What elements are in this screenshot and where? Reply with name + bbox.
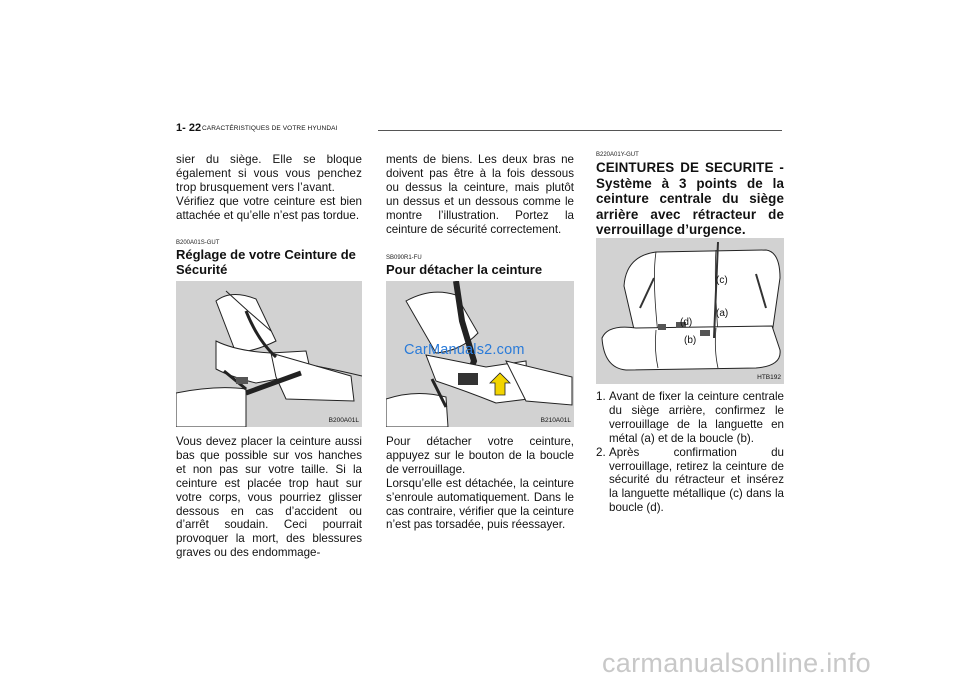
- step-number: 2.: [596, 445, 606, 459]
- fig1-label: B200A01L: [328, 417, 359, 424]
- callout-b: (b): [684, 335, 697, 346]
- col2-body1: Pour détacher votre ceinture, appuyez sur le bouton de la boucle de verrouillage.: [386, 435, 574, 476]
- footer-watermark: carmanualsonline.info: [602, 648, 871, 678]
- col3-heading: CEINTURES DE SECURITE - Système à 3 points de la ceinture centrale du siège arrière avec rétracteur de verrouillage d’urgence.: [596, 160, 784, 238]
- header-rule: [378, 130, 782, 131]
- col1-body: Vous devez placer la ceinture aussi bas que possible sur vos hanches et non pas sur votre taille. Si la ceinture est placée trop haut sur votre corps, vous pourriez glisser dessous en cas d’accident ou d’arrêt soudain. Ceci pourrait provoquer la mort, des blessures graves ou des endommage-: [176, 435, 362, 560]
- page-number: 1- 22: [176, 122, 202, 134]
- lap-belt-figure: [176, 281, 362, 427]
- callout-c: (c): [716, 275, 728, 286]
- col1-section-code: B200A01S-GUT: [176, 240, 220, 246]
- col2-para1: ments de biens. Les deux bras ne doivent pas être à la fois dessous ou dessus la ceinture, mais plutôt un dessus et un dessous comme le montre l’illustration. Portez la ceinture de sécurité correctement.: [386, 153, 574, 236]
- step-text: Avant de fixer la ceinture centrale du siège arrière, confirmez le verrouillage de la languette en métal (a) et de la boucle (b).: [609, 390, 784, 445]
- fig3-label: HTB192: [757, 374, 781, 381]
- col2-body2: Lorsqu’elle est détachée, la ceinture s’enroule automatiquement. Dans le cas contraire, vérifier que la ceinture n’est pas torsadée, puis réessayer.: [386, 476, 574, 532]
- col1-para2: Vérifiez que votre ceinture est bien attachée et qu’elle n’est pas tordue.: [176, 194, 362, 222]
- col1-para1: sier du siège. Elle se bloque également si vous vous penchez trop brusquement vers l’avant.: [176, 153, 362, 194]
- rear-seat-figure: [596, 238, 784, 384]
- col1-intro: [176, 153, 362, 223]
- list-item: [596, 390, 784, 446]
- callout-a: (a): [716, 308, 729, 319]
- section-title: CARACTÉRISTIQUES DE VOTRE HYUNDAI: [202, 125, 338, 132]
- col2-heading: Pour détacher la ceinture: [386, 262, 543, 277]
- fig2-label: B210A01L: [540, 417, 571, 424]
- steps-list: [596, 390, 784, 515]
- col2-body: [386, 435, 574, 532]
- release-belt-figure: [386, 281, 574, 427]
- col3-section-code: B220A01Y-GUT: [596, 152, 639, 158]
- col2-section-code: SB090R1-FU: [386, 255, 422, 261]
- watermark-carmanuals: CarManuals2.com: [404, 342, 525, 358]
- step-number: 1.: [596, 390, 606, 403]
- callout-d: (d): [680, 317, 693, 328]
- lap-belt-illustration: [176, 281, 362, 427]
- rear-seat-illustration: [596, 238, 784, 384]
- step-text: Après confirmation du verrouillage, retirez la ceinture de sécurité du rétracteur et insérez la languette métallique (c) dans la boucle (d).: [609, 445, 784, 515]
- col3-steps: [596, 390, 784, 515]
- col1-heading: Réglage de votre Ceinture de Sécurité: [176, 247, 356, 277]
- list-item: [596, 446, 784, 516]
